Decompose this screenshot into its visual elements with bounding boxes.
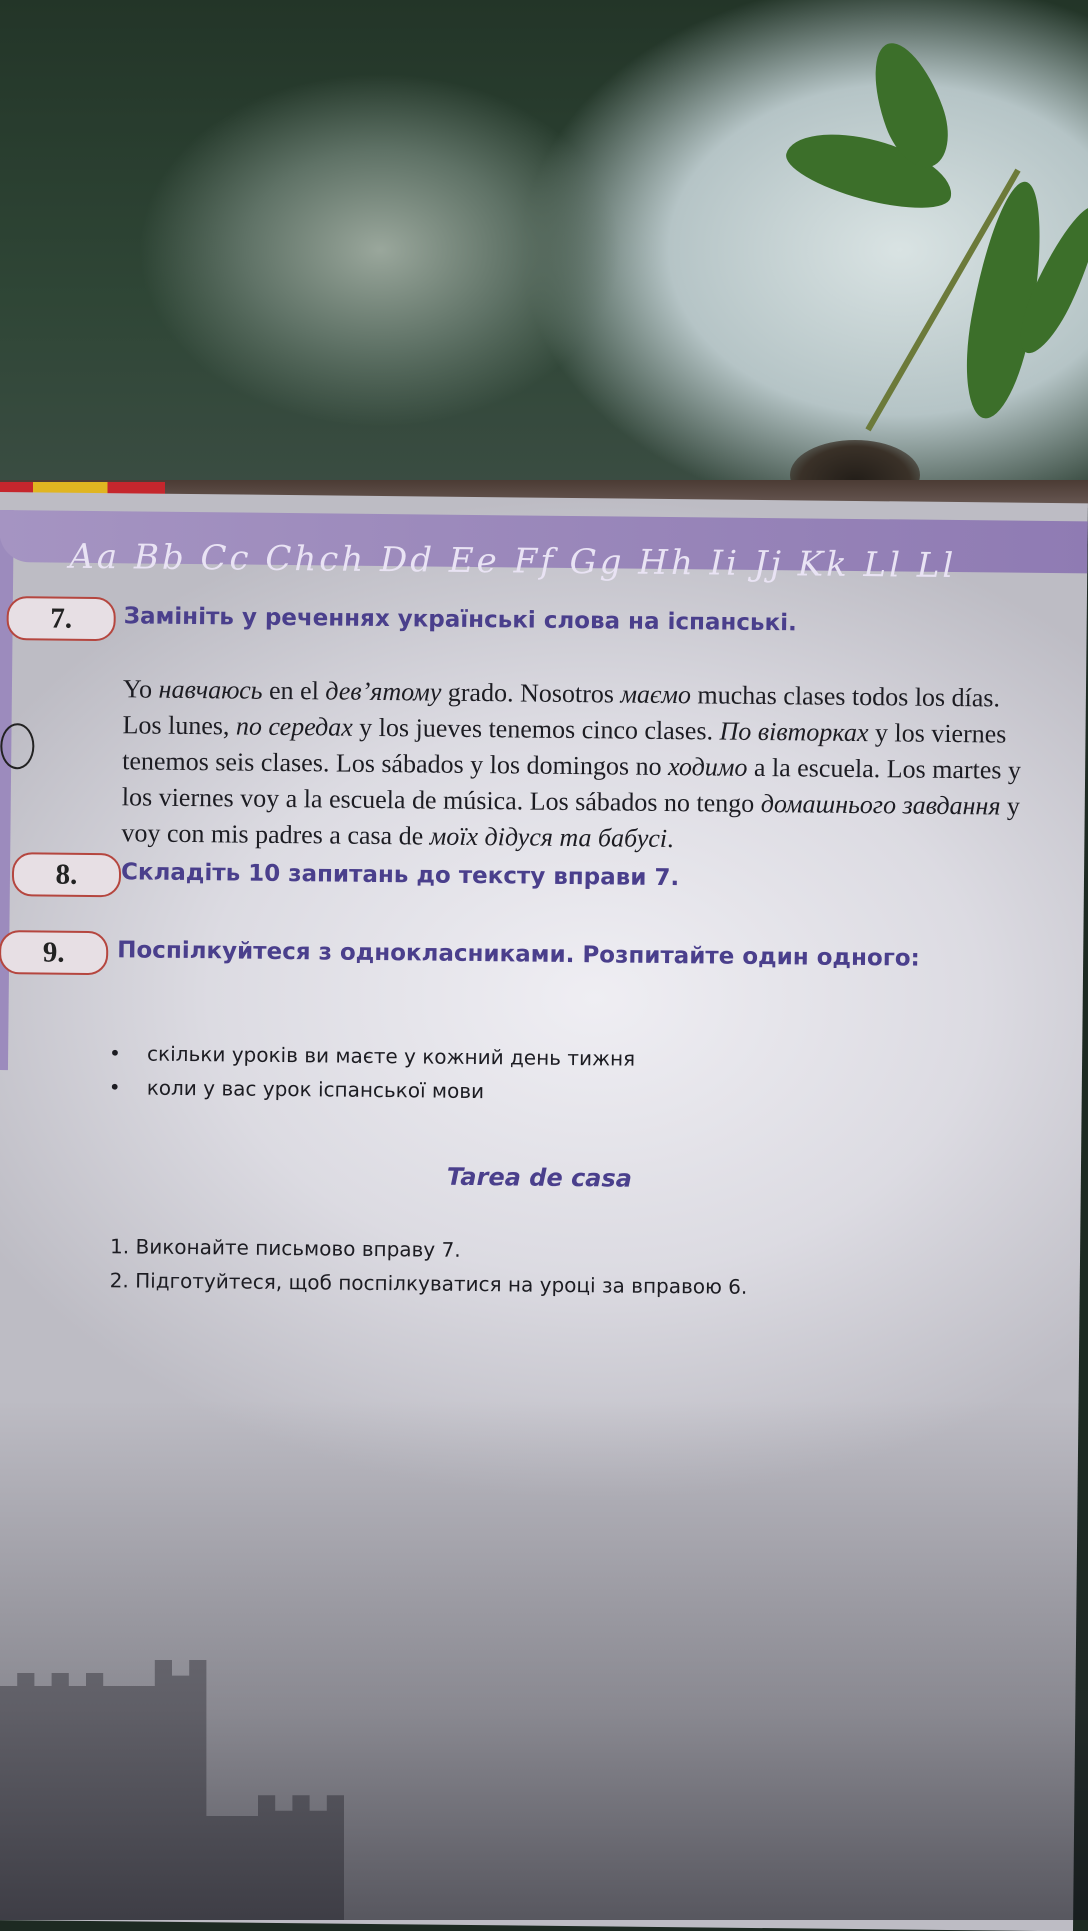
ukrainian-word: маємо <box>620 679 692 710</box>
homework-title: Tarea de casa <box>446 1162 633 1193</box>
ukrainian-word: ходимо <box>667 752 748 782</box>
handwritten-circle <box>0 723 34 769</box>
list-item: • скільки уроків ви маєте у кожний день тижня <box>109 1036 635 1076</box>
homework-list <box>110 1229 748 1304</box>
text-fragment: Los lunes, <box>122 710 237 741</box>
text-fragment: . <box>666 824 674 854</box>
exercise-9-bullets <box>109 1036 636 1110</box>
ukrainian-word: домашнього завдання <box>760 788 1001 821</box>
list-item: 2. Підготуйтеся, щоб поспілкуватися на уроці за вправою 6. <box>109 1268 748 1299</box>
text-fragment: voy con mis padres a casa de <box>121 818 430 851</box>
text-fragment: a la escuela. Los martes y <box>747 752 1022 785</box>
task-number-badge: 7. <box>6 596 115 641</box>
alphabet-decoration: Aa Bb Cc Chch Dd Ee Ff Gg Hh Ii Jj Kk Ll Ll <box>69 536 957 587</box>
text-fragment: en el <box>262 675 326 706</box>
task-number-badge: 9. <box>0 930 108 975</box>
task-number-badge: 8. <box>12 852 121 897</box>
text-fragment: y <box>1000 791 1021 821</box>
text-fragment: Yo <box>122 674 159 704</box>
text-fragment: grado. Nosotros <box>441 677 621 709</box>
list-item: 1. Виконайте письмово вправу 7. <box>109 1234 461 1262</box>
ukrainian-word: моїх дідуся та бабусі <box>429 821 668 854</box>
list-item: • коли у вас урок іспанської мови <box>109 1070 635 1110</box>
alphabet-band <box>0 510 1088 587</box>
ukrainian-word: по середах <box>235 711 353 742</box>
text-fragment: y los viernes <box>868 718 1007 749</box>
ukrainian-word: По вівторках <box>719 716 869 748</box>
text-fragment: tenemos seis clases. Los sábados y los domingos no <box>122 746 669 782</box>
text-fragment: y los jueves tenemos cinco clases. <box>352 712 720 746</box>
exercise-7-paragraph <box>121 671 1053 861</box>
text-fragment: muchas clases todos los días. <box>690 680 1001 713</box>
task-title: Поспілкуйтеся з однокласниками. Розпитайте один одного: <box>117 937 920 972</box>
ukrainian-word: навчаюсь <box>158 674 263 705</box>
task-title: Складіть 10 запитань до тексту вправи 7. <box>120 859 680 892</box>
ukrainian-word: дев’ятому <box>325 676 442 707</box>
task-title: Замініть у реченнях українські слова на іспанські. <box>123 603 797 637</box>
left-margin-band <box>0 510 14 1070</box>
text-fragment: los viernes voy a la escuela de música. Los sábados no tengo <box>121 782 761 818</box>
